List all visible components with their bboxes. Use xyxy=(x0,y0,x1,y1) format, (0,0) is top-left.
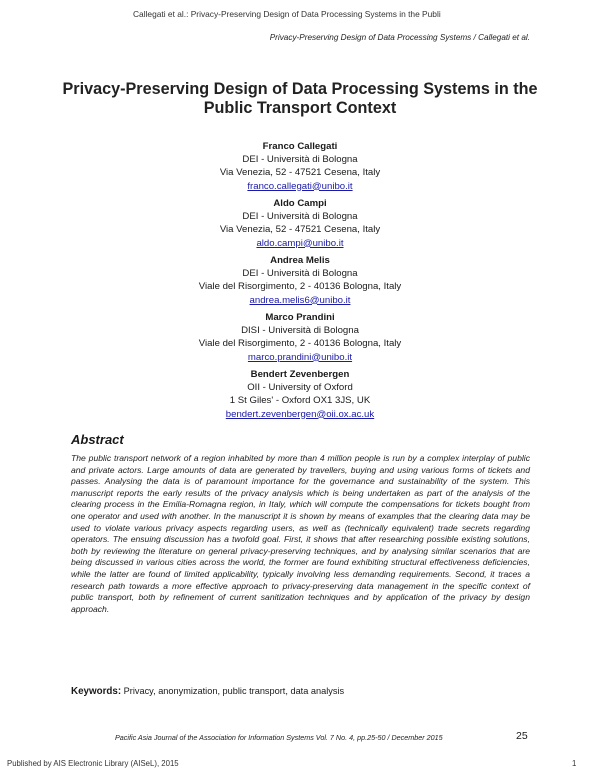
running-title: Privacy-Preserving Design of Data Processing Systems / Callegati et al. xyxy=(269,33,530,42)
author-address: Viale del Risorgimento, 2 - 40136 Bologna, Italy xyxy=(198,338,402,350)
author-block xyxy=(100,140,500,193)
author-email-link[interactable]: bendert.zevenbergen@oii.ox.ac.uk xyxy=(225,408,375,420)
author-email-link[interactable]: aldo.campi@unibo.it xyxy=(256,237,344,249)
author-block xyxy=(100,197,500,250)
author-block xyxy=(100,311,500,364)
author-name: Marco Prandini xyxy=(265,312,335,323)
author-email-link[interactable]: andrea.melis6@unibo.it xyxy=(249,294,351,306)
pdf-page-index: 1 xyxy=(572,759,577,768)
author-block xyxy=(100,254,500,307)
author-affiliation: OII - University of Oxford xyxy=(247,382,353,394)
paper-title: Privacy-Preserving Design of Data Processing Systems in the Public Transport Context xyxy=(62,80,538,117)
author-block xyxy=(100,368,500,421)
page-number: 25 xyxy=(516,730,528,742)
author-affiliation: DEI - Università di Bologna xyxy=(242,211,358,223)
abstract-text: The public transport network of a region inhabited by more than 4 million people is run by a complex interplay of public and private actors. Large amounts of data are generated by travellers, buying and using various forms of tickets and passes. Analysing the data is of paramount importance for the governance and sustainability of the system. This manuscript reports the early results of the privacy analysis which is being undertaken as part of the analysis of the clearing process in the Emilia-Romagna region, in Italy, which will compute the compensations for tickets bought from one operator and used with another. In the manuscript it is shown by means of examples that the clearing data may be used to violate various privacy aspects regarding users, as well as (technically equivalent) trade secrets regarding operators. The ensuing discussion has a twofold goal. First, it shows that after researching possible existing solutions, both by reviewing the literature on general privacy-preserving techniques, and by analysing similar scenarios that are being discussed in various cities across the world, the former are found exhibiting structural effectiveness deficiencies, while the latter are found of limited applicability, typically involving less demanding requirements. Second, it traces a research path towards a more effective approach to privacy-preserving data management in the specific context of public transport, both by refinement of current sanitization techniques and by application of the privacy by design approach. xyxy=(71,453,530,614)
author-name: Franco Callegati xyxy=(262,141,338,152)
author-affiliation: DISI - Università di Bologna xyxy=(241,325,359,337)
author-address: 1 St Giles' - Oxford OX1 3JS, UK xyxy=(229,395,371,407)
author-address: Viale del Risorgimento, 2 - 40136 Bologna, Italy xyxy=(198,281,402,293)
abstract-heading: Abstract xyxy=(71,432,124,447)
author-list xyxy=(100,140,500,425)
author-name: Bendert Zevenbergen xyxy=(250,369,350,380)
journal-citation: Pacific Asia Journal of the Association for Information Systems Vol. 7 No. 4, pp.25-50 / December 2015 xyxy=(115,733,443,742)
author-address: Via Venezia, 52 - 47521 Cesena, Italy xyxy=(219,224,381,236)
author-name: Andrea Melis xyxy=(270,255,330,266)
author-email-link[interactable]: franco.callegati@unibo.it xyxy=(247,180,353,192)
keywords-text: Privacy, anonymization, public transport, data analysis xyxy=(123,686,345,696)
publisher-line: Published by AIS Electronic Library (AISeL), 2015 xyxy=(7,759,179,768)
author-affiliation: DEI - Università di Bologna xyxy=(242,268,358,280)
author-email-link[interactable]: marco.prandini@unibo.it xyxy=(247,351,353,363)
author-name: Aldo Campi xyxy=(273,198,327,209)
author-address: Via Venezia, 52 - 47521 Cesena, Italy xyxy=(219,167,381,179)
keywords-label: Keywords: xyxy=(71,686,122,697)
header-source-line: Callegati et al.: Privacy-Preserving Design of Data Processing Systems in the Publi xyxy=(133,9,441,19)
keywords-line xyxy=(71,686,344,697)
author-affiliation: DEI - Università di Bologna xyxy=(242,154,358,166)
